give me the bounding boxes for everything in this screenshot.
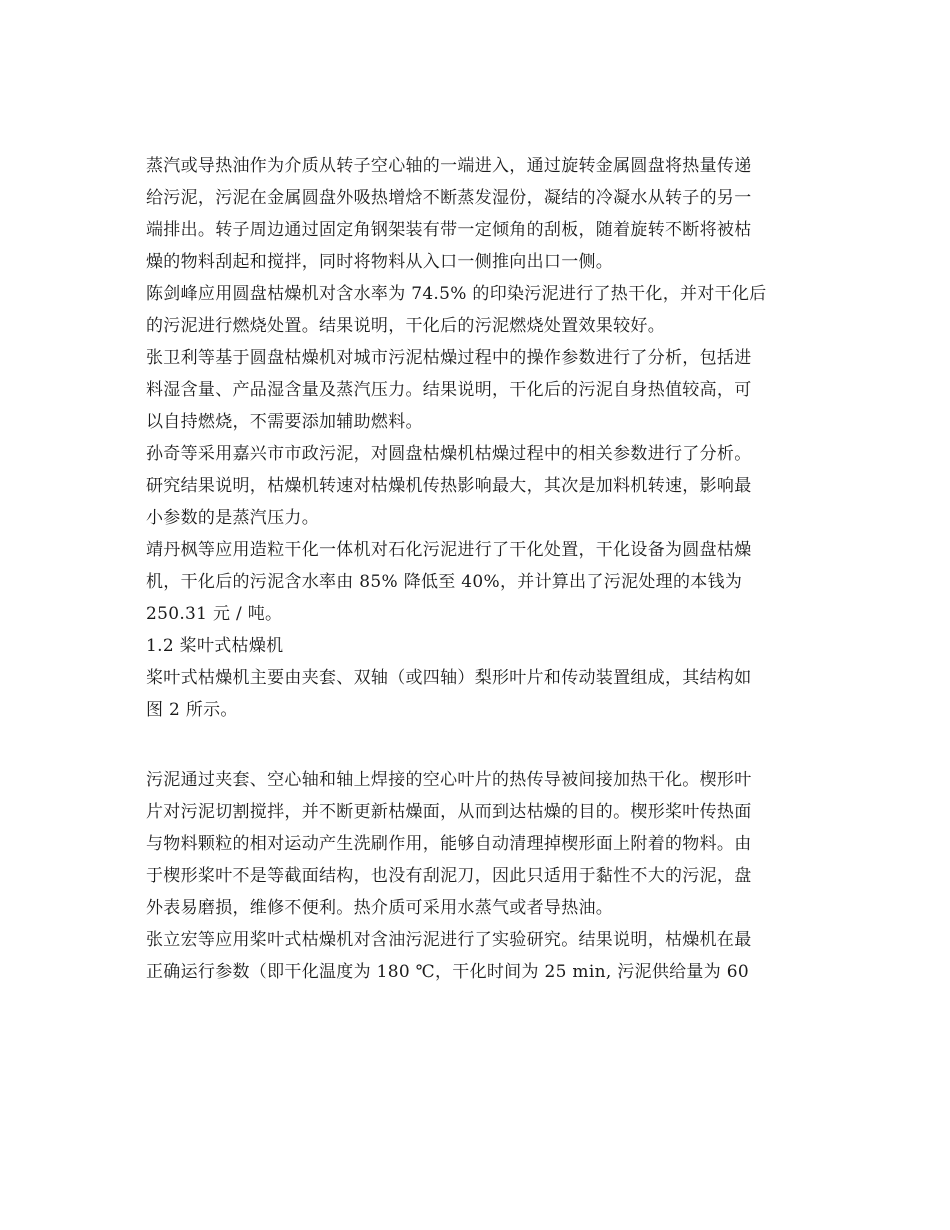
text-line: 研究结果说明，枯燥机转速对枯燥机传热影响最大，其次是加料机转速，影响最: [146, 476, 752, 496]
text-line: 陈剑峰应用圆盘枯燥机对含水率为 74.5% 的印染污泥进行了热干化，并对干化后: [146, 284, 767, 304]
text-line: 端排出。转子周边通过固定角钢架装有带一定倾角的刮板，随着旋转不断将被枯: [146, 220, 752, 240]
text-line: 张卫利等基于圆盘枯燥机对城市污泥枯燥过程中的操作参数进行了分析，包括进: [146, 348, 752, 368]
text-line: 与物料颗粒的相对运动产生洗刷作用，能够自动清理掉楔形面上附着的物料。由: [146, 834, 752, 854]
text-line: 片对污泥切割搅拌，并不断更新枯燥面，从而到达枯燥的目的。楔形桨叶传热面: [146, 802, 752, 822]
figure-gap: [146, 726, 806, 764]
text-line: 图 2 所示。: [146, 700, 238, 720]
document-body: [146, 150, 806, 988]
text-line: 250.31 元 / 吨。: [146, 604, 283, 624]
text-line: 正确运行参数（即干化温度为 180 ℃，干化时间为 25 min, 污泥供给量为 60: [146, 962, 749, 982]
text-block-2: [146, 764, 806, 988]
text-line: 孙奇等采用嘉兴市市政污泥，对圆盘枯燥机枯燥过程中的相关参数进行了分析。: [146, 444, 752, 464]
text-line: 外表易磨损，维修不便利。热介质可采用水蒸气或者导热油。: [146, 898, 614, 918]
text-block-1: [146, 150, 806, 726]
text-line: 小参数的是蒸汽压力。: [146, 508, 319, 528]
text-line: 桨叶式枯燥机主要由夹套、双轴（或四轴）梨形叶片和传动装置组成，其结构如: [146, 668, 752, 688]
text-line: 的污泥进行燃烧处置。结果说明，干化后的污泥燃烧处置效果较好。: [146, 316, 665, 336]
text-line: 燥的物料刮起和搅拌，同时将物料从入口一侧推向出口一侧。: [146, 252, 614, 272]
text-line: 污泥通过夹套、空心轴和轴上焊接的空心叶片的热传导被间接加热干化。楔形叶: [146, 770, 752, 790]
text-line: 蒸汽或导热油作为介质从转子空心轴的一端进入，通过旋转金属圆盘将热量传递: [146, 156, 752, 176]
text-line: 机，干化后的污泥含水率由 85% 降低至 40%，并计算出了污泥处理的本钱为: [146, 572, 743, 592]
text-line: 靖丹枫等应用造粒干化一体机对石化污泥进行了干化处置，干化设备为圆盘枯燥: [146, 540, 752, 560]
text-line: 张立宏等应用桨叶式枯燥机对含油污泥进行了实验研究。结果说明，枯燥机在最: [146, 930, 752, 950]
section-heading: 1.2 桨叶式枯燥机: [146, 636, 284, 656]
text-line: 于楔形桨叶不是等截面结构，也没有刮泥刀，因此只适用于黏性不大的污泥，盘: [146, 866, 752, 886]
text-line: 以自持燃烧，不需要添加辅助燃料。: [146, 412, 423, 432]
text-line: 给污泥，污泥在金属圆盘外吸热增焓不断蒸发湿份，凝结的冷凝水从转子的另一: [146, 188, 752, 208]
text-line: 料湿含量、产品湿含量及蒸汽压力。结果说明，干化后的污泥自身热值较高，可: [146, 380, 752, 400]
